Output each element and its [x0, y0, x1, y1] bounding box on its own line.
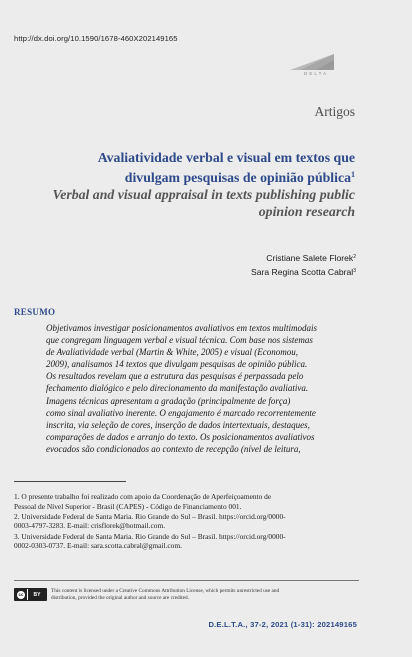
abstract-line: Os resultados revelam que a estrutura das pesquisas é perpassada pelo	[46, 371, 304, 382]
footnotes	[14, 492, 359, 551]
abstract-line: evocados são condicionados ao contexto de recepção (nível de leitura,	[46, 443, 301, 454]
abstract-line: de Avaliatividade verbal (Martin & White, 2005) e visual (Economou,	[46, 347, 299, 358]
cc-icon: cc	[15, 589, 27, 600]
license-notice: This content is licensed under a Creative Commons Attribution License, which permits unrestricted use and distribution, provided the original author and source are credited.	[51, 588, 280, 601]
footnote-mark[interactable]: 1	[351, 170, 355, 179]
footnote-item: 2. Universidade Federal de Santa Maria. Rio Grande do Sul – Brasil. https://orcid.org/0000- 0003-4797-3283. E-mail: crisflorek@hotmail.com.	[14, 511, 286, 531]
abstract-line: inscrita, via seleção de cores, inserção de dados intertextuais, destaques,	[46, 419, 310, 430]
author: Sara Regina Scotta Cabral$^3$	[250, 266, 356, 277]
abstract-heading: RESUMO	[14, 307, 56, 317]
abstract-line: como sinal avaliativo inerente. O engajamento é marcado recorrentemente	[46, 407, 316, 418]
abstract-line: fechamento dialógico e pelo direcionamento da manifestação avaliativa.	[46, 383, 309, 394]
creative-commons-badge[interactable]	[14, 588, 47, 601]
title-en-line: opinion research	[258, 204, 355, 219]
footnote-item: 1. O presente trabalho foi realizado com apoio da Coordenação de Aperfeiçoamento de Pessoal de Nível Superior - Brasil (CAPES) - Código de Financiamento 001.	[14, 492, 272, 511]
logo-text: DELTA	[304, 71, 329, 76]
author: Cristiane Salete Florek$^2$	[266, 253, 356, 263]
abstract-body	[46, 322, 358, 455]
abstract-line: que congregam linguagem verbal e visual técnica. Com base nos sistemas	[46, 335, 313, 346]
title-english	[35, 186, 355, 220]
abstract-line: Imagens técnicas apresentam a gradação (principalmente de força)	[46, 395, 291, 406]
author-list	[251, 251, 356, 278]
by-icon: BY	[27, 589, 46, 600]
title-en-line: Verbal and visual appraisal in texts publishing public	[52, 187, 355, 202]
journal-reference: D.E.L.T.A., 37-2, 2021 (1-31): 202149165	[208, 620, 357, 629]
title-pt-line: divulgam pesquisas de opinião pública$^1$	[124, 170, 355, 185]
section-label: Artigos	[314, 104, 355, 119]
footnote-divider	[14, 481, 126, 482]
footnote-item: 3. Universidade Federal de Santa Maria. Rio Grande do Sul – Brasil. https://orcid.org/0000- 0002-0303-0737. E-mail: sara.scotta.cabral@gmail.com.	[14, 531, 286, 551]
title-pt-line: Avaliatividade verbal e visual em textos que	[97, 150, 355, 165]
license-divider	[14, 580, 359, 581]
abstract-line: Objetivamos investigar posicionamentos avaliativos em textos multimodais	[46, 323, 317, 333]
abstract-line: comparações de dados e arranjo do texto. Os posicionamentos avaliativos	[46, 431, 315, 442]
title-portuguese	[55, 149, 355, 186]
abstract-line: 2009), analisamos 14 textos que divulgam pesquisas de opinião pública.	[46, 359, 308, 370]
delta-logo-icon	[286, 50, 340, 82]
author-mark[interactable]: 3	[353, 267, 356, 274]
doi-link[interactable]: http://dx.doi.org/10.1590/1678-460X202149165	[14, 34, 178, 43]
author-mark[interactable]: 2	[353, 254, 356, 260]
